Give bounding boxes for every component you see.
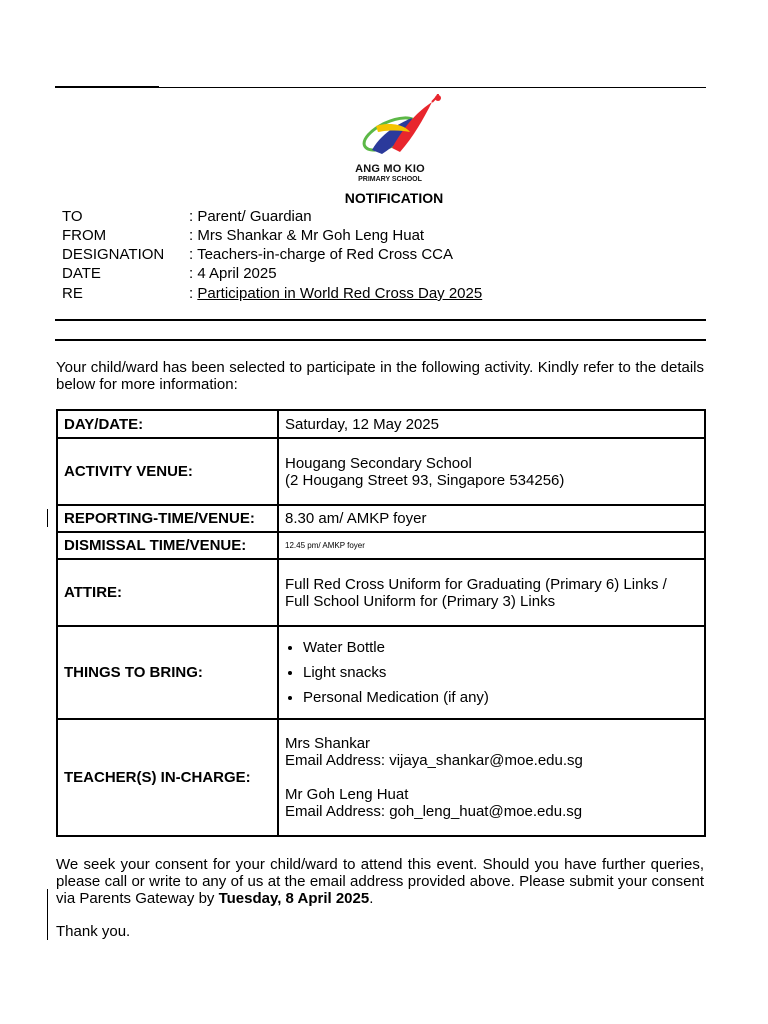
top-rule (55, 87, 706, 88)
table-row (57, 438, 705, 505)
consent-paragraph (56, 856, 704, 907)
things-to-bring-value (278, 626, 705, 719)
header-key: DATE (62, 265, 101, 282)
table-row (57, 410, 705, 438)
reporting-label: REPORTING-TIME/VENUE: (57, 505, 278, 532)
dismissal-value: 12.45 pm/ AMKP foyer (278, 532, 705, 559)
reporting-value: 8.30 am/ AMKP foyer (278, 505, 705, 532)
separator-rule-1 (55, 319, 706, 321)
activity-venue-value (278, 438, 705, 505)
header-key: DESIGNATION (62, 246, 165, 263)
list-item: • Personal Medication (if any) (303, 685, 698, 710)
day-date-label: DAY/DATE: (57, 410, 278, 438)
list-item: • Light snacks (303, 660, 698, 685)
re-subject: Participation in World Red Cross Day 2025 (197, 285, 483, 302)
header-value: : Parent/ Guardian (189, 208, 312, 225)
spacer (285, 769, 698, 786)
things-to-bring-list (285, 635, 698, 710)
venue-line-1: Hougang Secondary School (285, 454, 472, 472)
header-value: : 4 April 2025 (189, 265, 277, 282)
change-bar (47, 509, 48, 527)
thank-you: Thank you. (56, 923, 131, 940)
list-item: • Water Bottle (303, 635, 698, 660)
teacher-1-name: Mrs Shankar (285, 735, 371, 752)
separator-rule-2 (55, 339, 706, 341)
day-date-value: Saturday, 12 May 2025 (278, 410, 705, 438)
header-row-date (62, 264, 277, 283)
table-row (57, 719, 705, 836)
change-bar (47, 889, 48, 940)
teacher-2-email: Email Address: goh_leng_huat@moe.edu.sg (285, 803, 583, 820)
teacher-in-charge-label: TEACHER(S) IN-CHARGE: (57, 719, 278, 836)
header-row-re (62, 284, 482, 303)
consent-text: We seek your consent for your child/ward to attend this event. Should you have further queries, please call or write to any of us at the email address provided above. Please submit your consent via Parents Gateway by (56, 856, 704, 907)
table-row (57, 626, 705, 719)
activity-details-table (56, 409, 706, 837)
attire-label: ATTIRE: (57, 559, 278, 626)
table-row (57, 559, 705, 626)
teacher-in-charge-value (278, 719, 705, 836)
header-key: TO (62, 208, 83, 225)
venue-line-2: (2 Hougang Street 93, Singapore 534256) (285, 471, 565, 489)
consent-deadline: Tuesday, 8 April 2025 (218, 890, 370, 907)
teacher-2-name: Mr Goh Leng Huat (285, 786, 409, 803)
teacher-1-email: Email Address: vijaya_shankar@moe.edu.sg (285, 752, 583, 769)
table-row (57, 532, 705, 559)
logo-school-subtitle: PRIMARY SCHOOL (358, 176, 422, 183)
table-row (57, 505, 705, 532)
notification-title: NOTIFICATION (344, 190, 444, 206)
header-row-to (62, 207, 312, 226)
header-key: FROM (62, 227, 107, 244)
activity-venue-label: ACTIVITY VENUE: (57, 438, 278, 505)
attire-line-2: Full School Uniform for (Primary 3) Links (285, 592, 556, 610)
header-row-designation (62, 245, 453, 264)
things-to-bring-label: THINGS TO BRING: (57, 626, 278, 719)
logo-school-name: ANG MO KIO (355, 163, 425, 175)
attire-line-1: Full Red Cross Uniform for Graduating (Primary 6) Links / (285, 575, 667, 593)
intro-paragraph: Your child/ward has been selected to participate in the following activity. Kindly refer to the details below for more information: (56, 359, 704, 393)
header-key: RE (62, 285, 83, 302)
header-prefix: : (189, 285, 198, 302)
header-value: : Teachers-in-charge of Red Cross CCA (189, 246, 453, 263)
attire-value (278, 559, 705, 626)
dismissal-label: DISMISSAL TIME/VENUE: (57, 532, 278, 559)
consent-end: . (369, 890, 374, 907)
header-row-from (62, 226, 424, 245)
header-value: : Mrs Shankar & Mr Goh Leng Huat (189, 227, 425, 244)
